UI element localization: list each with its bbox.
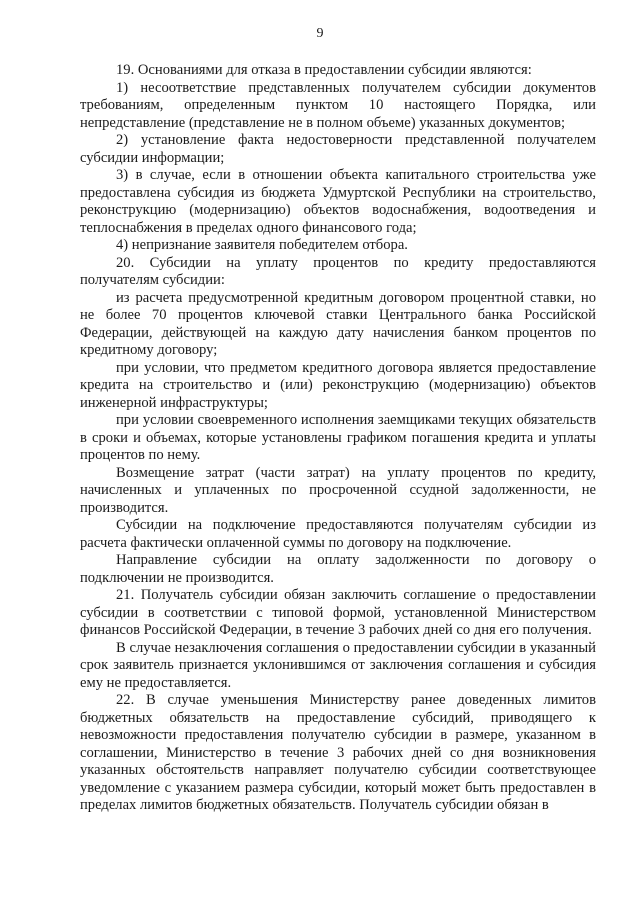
paragraph-20-compensation: Возмещение затрат (части затрат) на уплату процентов по кредиту, начисленных и уплаченных по просроченной ссудной задолженности, не производится. [80,464,596,516]
paragraph-20-connection: Субсидии на подключение предоставляются получателям субсидии из расчета фактически оплаченной суммы по договору на подключение. [80,517,596,551]
paragraph-19-intro: 19. Основаниями для отказа в предоставлении субсидии являются: [116,62,532,78]
paragraph-20-condition-2: при условии, что предметом кредитного договора является предоставление кредита на строительство и (или) реконструкцию (модернизацию) объектов инженерной инфраструктуры; [80,359,596,411]
paragraph-20-condition-1: из расчета предусмотренной кредитным договором процентной ставки, но не более 70 процентов ключевой ставки Центрального банка Российской Федерации, действующей на каждую дату начисления банком процентов по кредитному договору; [80,289,596,358]
paragraph-19-item-1: 1) несоответствие представленных получателем субсидии документов требованиям, определенным пунктом 10 настоящего Порядка, или непредставление (представление не в полном объеме) указанных документов; [80,79,596,131]
paragraph-20-debt: Направление субсидии на оплату задолженности по договору о подключении не производится. [80,552,596,586]
paragraph-21-refusal: В случае незаключения соглашения о предоставлении субсидии в указанный срок заявитель признается уклонившимся от заключения соглашения и субсидия ему не предоставляется. [80,639,596,691]
paragraph-19-item-4: 4) непризнание заявителя победителем отбора. [116,237,408,253]
document-body [80,62,596,815]
paragraph-21: 21. Получатель субсидии обязан заключить соглашение о предоставлении субсидии в соответствии с типовой формой, установленной Министерством финансов Российской Федерации, в течение 3 рабочих дней со дня его получения. [80,587,596,638]
paragraph-19-item-3: 3) в случае, если в отношении объекта капитального строительства уже предоставлена субсидия из бюджета Удмуртской Республики на строительство, реконструкцию (модернизацию) объектов водоснабжения, водоотведения и теплоснабжения в пределах одного финансового года; [80,167,596,236]
paragraph-19-item-2: 2) установление факта недостоверности представленной получателем субсидии информации; [80,132,596,166]
page-number: 9 [316,26,324,41]
paragraph-20-intro: 20. Субсидии на уплату процентов по кредиту предоставляются получателям субсидии: [80,254,596,288]
paragraph-20-condition-3: при условии своевременного исполнения заемщиками текущих обязательств в сроки и объемах, которые установлены графиком погашения кредита и уплаты процентов по нему. [80,412,596,463]
paragraph-22: 22. В случае уменьшения Министерству ранее доведенных лимитов бюджетных обязательств на предоставление субсидий, приводящего к невозможности предоставления получателю субсидии в размере, указанном в соглашении, Министерство в течение 3 рабочих дней со дня возникновения указанных обстоятельств направляет получателю субсидии соответствующее уведомление с указанием размера субсидии, который может быть предоставлен в пределах лимитов бюджетных обязательств. Получатель субсидии обязан в [80,692,596,813]
